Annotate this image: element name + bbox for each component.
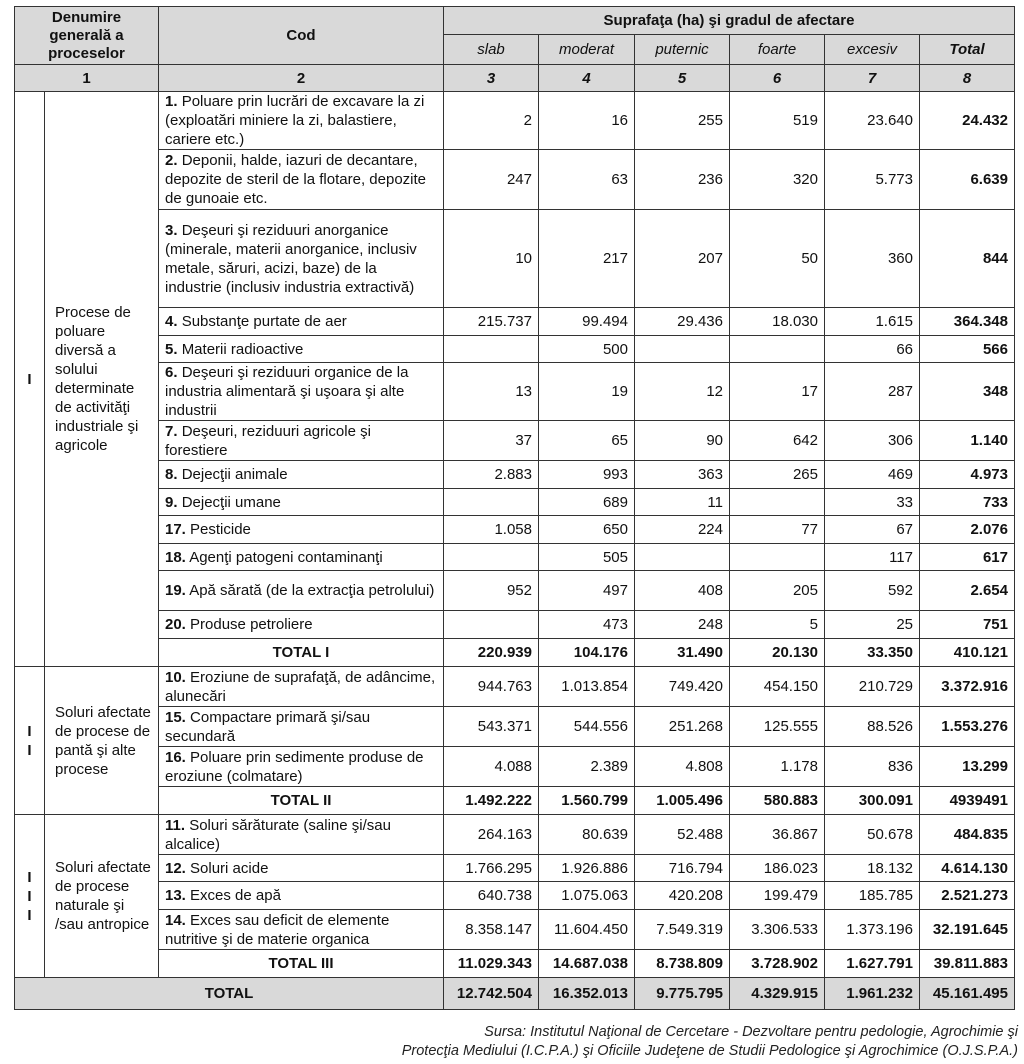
value-excesiv: 210.729 [825,667,920,707]
row-code: 4. [165,313,178,330]
value-slab: 640.738 [444,882,539,910]
roman-numeral-text: I [27,370,32,388]
row-code: 10. [165,668,186,686]
subtotal-slab: 11.029.343 [444,950,539,978]
value-slab [444,336,539,363]
value-slab: 215.737 [444,308,539,336]
row-description: Produse petroliere [190,616,313,633]
header-num-4: 4 [539,65,635,92]
value-foarte: 50 [730,210,825,308]
row-code: 14. [165,911,186,929]
value-puternic: 12 [635,363,730,421]
table-row [15,882,1015,910]
value-slab: 8.358.147 [444,910,539,950]
value-total: 32.191.645 [920,910,1015,950]
row-code-description [159,707,444,747]
row-description: Compactare primară şi/sau secundară [165,708,371,745]
value-moderat: 1.926.886 [539,855,635,882]
value-excesiv: 18.132 [825,855,920,882]
value-slab: 2 [444,92,539,150]
group-roman-numeral [15,92,45,667]
subtotal-excesiv: 1.627.791 [825,950,920,978]
table-row [15,667,1015,707]
header-code: Cod [159,7,444,65]
value-excesiv: 25 [825,611,920,639]
table-row [15,461,1015,489]
row-code: 5. [165,340,178,358]
group-roman-numeral [15,667,45,815]
row-code: 16. [165,748,186,766]
subtotal-moderat: 1.560.799 [539,787,635,815]
header-level-slab: slab [444,35,539,65]
table-row [15,308,1015,336]
table-row [15,855,1015,882]
row-code-description [159,150,444,210]
value-moderat: 19 [539,363,635,421]
header-level-moderat: moderat [539,35,635,65]
value-foarte: 265 [730,461,825,489]
value-total: 4.614.130 [920,855,1015,882]
value-moderat: 1.075.063 [539,882,635,910]
row-code-description [159,747,444,787]
value-moderat: 63 [539,150,635,210]
header-num-1: 1 [15,65,159,92]
row-code: 13. [165,887,186,904]
value-moderat: 650 [539,516,635,544]
value-moderat: 689 [539,489,635,516]
row-description: Soluri sărăturate (saline şi/sau alcalice) [165,816,391,853]
subtotal-label: TOTAL II [159,787,444,815]
group-roman-numeral [15,815,45,978]
value-slab: 2.883 [444,461,539,489]
row-code-description [159,611,444,639]
row-code: 15. [165,708,186,726]
grand-total-slab: 12.742.504 [444,978,539,1010]
table-row [15,571,1015,611]
subtotal-total: 39.811.883 [920,950,1015,978]
header-level-foarte: foarte [730,35,825,65]
value-total: 751 [920,611,1015,639]
row-code: 18. [165,548,186,566]
value-excesiv: 836 [825,747,920,787]
value-puternic: 363 [635,461,730,489]
soil-pollution-table [14,6,1015,1010]
row-code: 12. [165,859,186,877]
value-total: 617 [920,544,1015,571]
row-description: Poluare prin sedimente produse de eroziune (colmatare) [165,748,424,785]
value-moderat: 993 [539,461,635,489]
value-puternic: 29.436 [635,308,730,336]
group-label: Soluri afectate de procese de pantă şi alte procese [45,667,159,815]
value-slab: 1.766.295 [444,855,539,882]
value-puternic: 408 [635,571,730,611]
row-description: Materii radioactive [181,340,304,358]
value-total: 566 [920,336,1015,363]
value-total: 4.973 [920,461,1015,489]
value-moderat: 16 [539,92,635,150]
row-code: 9. [165,493,178,511]
row-code: 2. [165,152,178,169]
row-code: 6. [165,364,178,381]
value-total: 2.521.273 [920,882,1015,910]
value-slab: 10 [444,210,539,308]
table-row [15,707,1015,747]
value-slab: 1.058 [444,516,539,544]
subtotal-row [15,787,1015,815]
value-foarte: 186.023 [730,855,825,882]
subtotal-puternic: 31.490 [635,639,730,667]
value-excesiv: 117 [825,544,920,571]
subtotal-total: 4939491 [920,787,1015,815]
value-excesiv: 33 [825,489,920,516]
value-foarte: 642 [730,421,825,461]
value-puternic: 255 [635,92,730,150]
value-excesiv: 1.373.196 [825,910,920,950]
table-row [15,747,1015,787]
value-puternic: 248 [635,611,730,639]
table-row [15,150,1015,210]
value-moderat: 65 [539,421,635,461]
value-total: 733 [920,489,1015,516]
value-total: 348 [920,363,1015,421]
value-foarte: 519 [730,92,825,150]
value-foarte [730,544,825,571]
value-moderat: 497 [539,571,635,611]
table-row [15,421,1015,461]
row-description: Soluri acide [190,859,269,877]
value-excesiv: 185.785 [825,882,920,910]
value-puternic: 11 [635,489,730,516]
subtotal-moderat: 104.176 [539,639,635,667]
header-num-6: 6 [730,65,825,92]
row-description: Dejecţii umane [181,493,281,511]
value-total: 6.639 [920,150,1015,210]
row-code-description [159,667,444,707]
row-code-description [159,92,444,150]
value-slab [444,489,539,516]
row-code: 11. [165,816,186,834]
group-label: Soluri afectate de procese naturale şi /sau antropice [45,815,159,978]
value-puternic: 52.488 [635,815,730,855]
header-num-5: 5 [635,65,730,92]
value-foarte: 320 [730,150,825,210]
value-total: 2.076 [920,516,1015,544]
row-code: 19. [165,582,186,599]
value-puternic: 749.420 [635,667,730,707]
row-description: Substanţe purtate de aer [181,313,347,330]
row-code-description [159,210,444,308]
value-puternic: 4.808 [635,747,730,787]
value-slab: 944.763 [444,667,539,707]
value-slab [444,544,539,571]
subtotal-foarte: 3.728.902 [730,950,825,978]
value-excesiv: 1.615 [825,308,920,336]
value-slab: 37 [444,421,539,461]
value-total: 364.348 [920,308,1015,336]
value-excesiv: 287 [825,363,920,421]
table-row [15,516,1015,544]
value-slab: 543.371 [444,707,539,747]
value-moderat: 1.013.854 [539,667,635,707]
table-row [15,910,1015,950]
value-moderat: 500 [539,336,635,363]
value-excesiv: 5.773 [825,150,920,210]
value-puternic: 90 [635,421,730,461]
row-code-description [159,910,444,950]
value-foarte: 199.479 [730,882,825,910]
value-moderat: 80.639 [539,815,635,855]
value-puternic [635,544,730,571]
grand-total-total: 45.161.495 [920,978,1015,1010]
row-code-description [159,489,444,516]
value-slab: 952 [444,571,539,611]
value-foarte: 77 [730,516,825,544]
row-code-description [159,571,444,611]
row-code-description [159,336,444,363]
value-foarte: 5 [730,611,825,639]
subtotal-slab: 1.492.222 [444,787,539,815]
value-slab: 4.088 [444,747,539,787]
value-moderat: 2.389 [539,747,635,787]
row-code: 7. [165,422,178,440]
row-description: Deşeuri şi reziduuri anorganice (minerale, materii anorganice, inclusiv metale, săruri, acizi, baze) de la industrie (inclusiv industria extractivă) [165,221,417,296]
table-row [15,363,1015,421]
value-moderat: 217 [539,210,635,308]
table-row [15,210,1015,308]
grand-total-moderat: 16.352.013 [539,978,635,1010]
roman-numeral-text: I I [27,722,32,759]
table-row [15,336,1015,363]
grand-total-puternic: 9.775.795 [635,978,730,1010]
value-puternic: 420.208 [635,882,730,910]
value-total: 3.372.916 [920,667,1015,707]
row-code: 17. [165,521,186,538]
value-puternic: 236 [635,150,730,210]
value-excesiv: 67 [825,516,920,544]
subtotal-foarte: 580.883 [730,787,825,815]
subtotal-puternic: 8.738.809 [635,950,730,978]
header-num-8: 8 [920,65,1015,92]
header-level-puternic: puternic [635,35,730,65]
row-code-description [159,815,444,855]
table-row [15,544,1015,571]
value-moderat: 544.556 [539,707,635,747]
value-foarte: 36.867 [730,815,825,855]
subtotal-excesiv: 33.350 [825,639,920,667]
row-description: Apă sărată (de la extracţia petrolului) [189,582,435,599]
row-code: 8. [165,466,178,483]
value-total: 1.140 [920,421,1015,461]
subtotal-total: 410.121 [920,639,1015,667]
value-foarte: 454.150 [730,667,825,707]
subtotal-label: TOTAL I [159,639,444,667]
row-code: 1. [165,93,178,110]
value-total: 24.432 [920,92,1015,150]
header-process-name: Denumire generală a proceselor [15,7,159,65]
value-excesiv: 592 [825,571,920,611]
value-total: 484.835 [920,815,1015,855]
source-note [258,1023,1018,1061]
header-level-excesiv: excesiv [825,35,920,65]
value-foarte: 18.030 [730,308,825,336]
row-code-description [159,516,444,544]
value-foarte: 1.178 [730,747,825,787]
value-puternic: 716.794 [635,855,730,882]
value-total: 1.553.276 [920,707,1015,747]
value-foarte: 17 [730,363,825,421]
group-label: Procese de poluare diversă a solului determinate de activităţi industriale şi agricole [45,92,159,667]
value-moderat: 11.604.450 [539,910,635,950]
row-description: Deşeuri şi reziduuri organice de la industria alimentară şi uşoara şi alte industrii [165,364,409,419]
value-puternic: 251.268 [635,707,730,747]
value-excesiv: 88.526 [825,707,920,747]
subtotal-row [15,950,1015,978]
source-line-1: Sursa: Institutul Naţional de Cercetare - Dezvoltare pentru pedologie, Agrochimie şi [484,1024,1018,1040]
value-foarte [730,336,825,363]
subtotal-foarte: 20.130 [730,639,825,667]
row-code-description [159,363,444,421]
row-code-description [159,308,444,336]
row-description: Dejecţii animale [181,466,288,483]
value-slab: 264.163 [444,815,539,855]
row-description: Deponii, halde, iazuri de decantare, depozite de steril de la flotare, depozite de gunoaie etc. [165,152,426,207]
row-description: Pesticide [190,521,251,538]
subtotal-row [15,639,1015,667]
table-row [15,489,1015,516]
value-foarte [730,489,825,516]
row-code: 3. [165,221,178,239]
value-puternic: 224 [635,516,730,544]
value-moderat: 473 [539,611,635,639]
value-moderat: 99.494 [539,308,635,336]
subtotal-excesiv: 300.091 [825,787,920,815]
value-excesiv: 360 [825,210,920,308]
value-excesiv: 306 [825,421,920,461]
value-excesiv: 23.640 [825,92,920,150]
row-code-description [159,882,444,910]
value-moderat: 505 [539,544,635,571]
value-foarte: 125.555 [730,707,825,747]
row-description: Deşeuri, reziduuri agricole şi forestiere [165,422,371,459]
table-row [15,611,1015,639]
value-excesiv: 50.678 [825,815,920,855]
value-total: 844 [920,210,1015,308]
row-description: Agenţi patogeni contaminanţi [189,548,383,566]
grand-total-foarte: 4.329.915 [730,978,825,1010]
header-num-3: 3 [444,65,539,92]
value-foarte: 205 [730,571,825,611]
subtotal-slab: 220.939 [444,639,539,667]
grand-total-row [15,978,1015,1010]
header-level-total: Total [920,35,1015,65]
header-surface-group: Suprafaţa (ha) şi gradul de afectare [444,7,1015,35]
subtotal-puternic: 1.005.496 [635,787,730,815]
source-line-2: Protecţia Mediului (I.C.P.A.) şi Oficiile Judeţene de Studii Pedologice şi Agrochimice (O.J.S.P.A.) [401,1043,1018,1059]
roman-numeral-text: I I I [27,868,32,924]
value-excesiv: 469 [825,461,920,489]
header-num-2: 2 [159,65,444,92]
row-code-description [159,461,444,489]
table-row [15,815,1015,855]
row-code: 20. [165,616,186,633]
value-slab: 247 [444,150,539,210]
header-num-7: 7 [825,65,920,92]
row-code-description [159,855,444,882]
value-slab [444,611,539,639]
value-slab: 13 [444,363,539,421]
value-puternic: 207 [635,210,730,308]
value-excesiv: 66 [825,336,920,363]
value-puternic [635,336,730,363]
grand-total-excesiv: 1.961.232 [825,978,920,1010]
row-code-description [159,421,444,461]
row-code-description [159,544,444,571]
row-description: Poluare prin lucrări de excavare la zi (exploatări miniere la zi, balastiere, cariere etc.) [165,93,425,148]
subtotal-label: TOTAL III [159,950,444,978]
value-total: 13.299 [920,747,1015,787]
value-total: 2.654 [920,571,1015,611]
row-description: Eroziune de suprafaţă, de adâncime, alunecări [165,668,436,705]
row-description: Exces de apă [190,887,281,904]
value-puternic: 7.549.319 [635,910,730,950]
row-description: Exces sau deficit de elemente nutritive şi de materie organica [165,911,390,948]
subtotal-moderat: 14.687.038 [539,950,635,978]
grand-total-label: TOTAL [15,978,444,1010]
value-foarte: 3.306.533 [730,910,825,950]
table-row [15,92,1015,150]
